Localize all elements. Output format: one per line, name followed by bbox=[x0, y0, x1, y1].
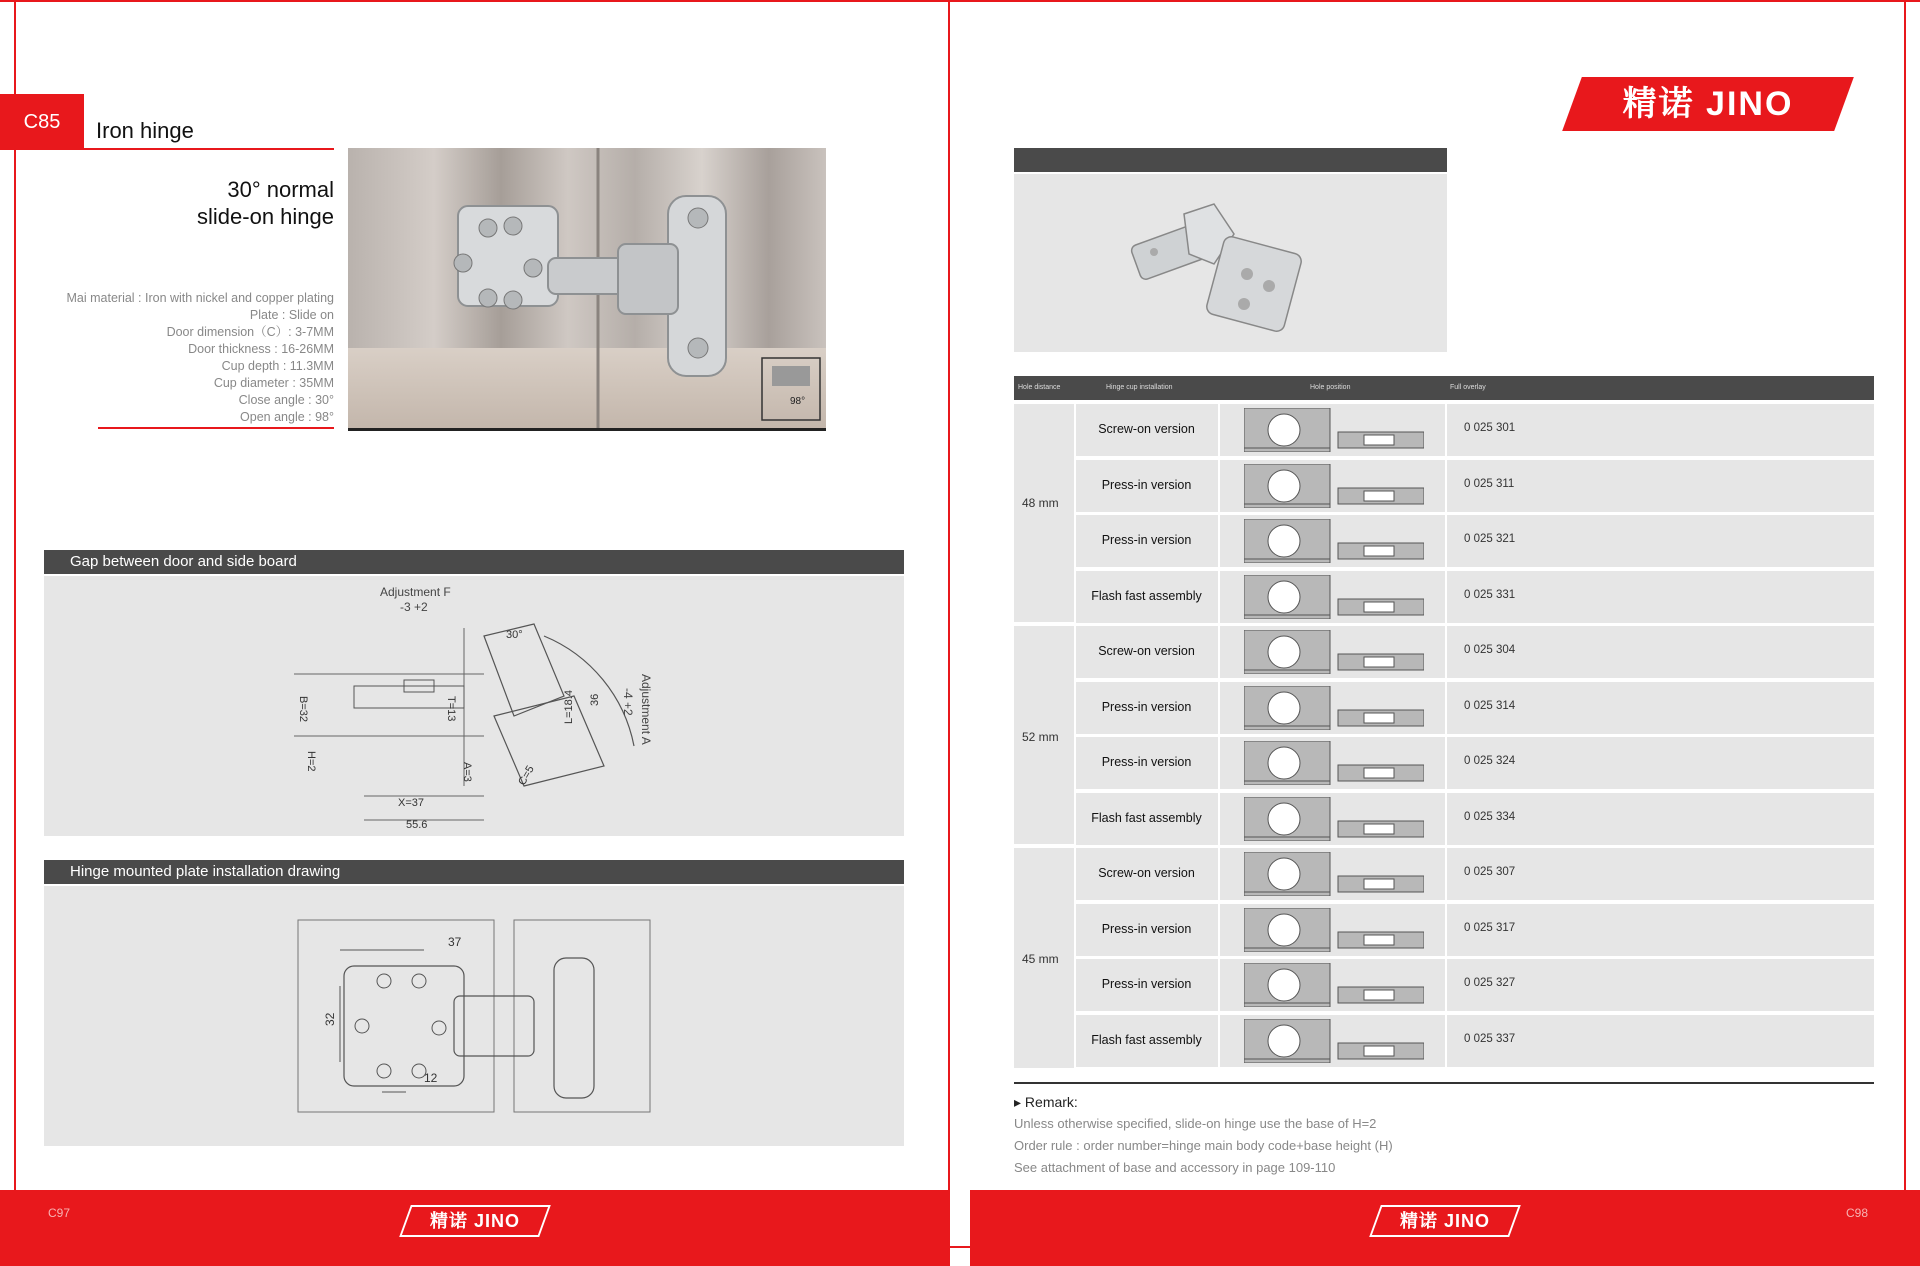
hole-distance-48: 48 mm bbox=[1022, 496, 1059, 510]
header-full-overlay: Full overlay bbox=[1450, 384, 1486, 391]
spec-item: Cup depth : 11.3MM bbox=[221, 359, 334, 373]
page-number-right: C98 bbox=[1846, 1206, 1869, 1220]
svg-text:Adjustment A: Adjustment A bbox=[639, 674, 653, 745]
order-code: 0 025 301 bbox=[1464, 422, 1516, 434]
order-code: 0 025 321 bbox=[1464, 533, 1516, 545]
hole-diagram-icon bbox=[1244, 408, 1424, 452]
page-border-right bbox=[1904, 0, 1906, 1266]
hole-position-diagram bbox=[1244, 852, 1424, 896]
spec-list bbox=[30, 290, 334, 426]
hole-distance-52: 52 mm bbox=[1022, 730, 1059, 744]
remark-line: See attachment of base and accessory in page 109-110 bbox=[1014, 1160, 1336, 1175]
cup-installation-label: Flash fast assembly bbox=[1091, 588, 1202, 603]
footer-logo-left: 精诺 JINO bbox=[429, 1211, 520, 1231]
cup-installation-label: Screw-on version bbox=[1098, 422, 1195, 436]
gap-diagram-icon bbox=[44, 576, 904, 836]
order-code: 0 025 317 bbox=[1464, 921, 1516, 934]
spec-item: Close angle : 30° bbox=[238, 393, 334, 407]
svg-text:T=13: T=13 bbox=[445, 696, 457, 722]
order-code: 0 025 324 bbox=[1464, 755, 1516, 767]
svg-text:30°: 30° bbox=[506, 629, 523, 641]
order-code: 0 025 311 bbox=[1464, 477, 1515, 490]
svg-text:98°: 98° bbox=[790, 396, 806, 407]
cup-installation-label: Press-in version bbox=[1101, 755, 1192, 769]
product-photo bbox=[348, 148, 826, 430]
product-image-panel bbox=[1014, 174, 1447, 352]
hole-position-diagram bbox=[1244, 963, 1424, 1007]
svg-text:32: 32 bbox=[323, 1012, 337, 1026]
order-code: 0 025 331 bbox=[1464, 588, 1516, 601]
order-code: 0 025 337 bbox=[1464, 1032, 1516, 1045]
hole-diagram-icon bbox=[1244, 741, 1424, 785]
hole-position-diagram bbox=[1244, 464, 1424, 508]
cup-installation-label: Press-in version bbox=[1101, 477, 1192, 492]
cup-installation-label: Screw-on version bbox=[1098, 644, 1195, 658]
hole-distance-45: 45 mm bbox=[1022, 952, 1059, 966]
hole-position-diagram bbox=[1244, 797, 1424, 841]
svg-text:36: 36 bbox=[589, 693, 601, 706]
remark-title-text: Remark: bbox=[1024, 1094, 1078, 1110]
photo-underline bbox=[348, 428, 826, 431]
spec-item: Door thickness : 16-26MM bbox=[188, 342, 334, 356]
remark-title: ▸ Remark: bbox=[1014, 1094, 1078, 1110]
svg-text:C=5: C=5 bbox=[516, 763, 537, 788]
hole-diagram-icon bbox=[1244, 464, 1424, 508]
hole-diagram-icon bbox=[1244, 630, 1424, 674]
svg-text:Adjustment F: Adjustment F bbox=[380, 585, 451, 599]
spec-item: Door dimension（C）: 3-7MM bbox=[166, 325, 334, 339]
hinge-product-icon bbox=[1014, 174, 1447, 352]
section-gap-header bbox=[44, 550, 904, 574]
hole-position-diagram bbox=[1244, 686, 1424, 730]
footer-gap-line bbox=[948, 1246, 970, 1248]
svg-text:H=2: H=2 bbox=[305, 751, 317, 772]
spec-item: Open angle : 98° bbox=[240, 410, 334, 424]
hole-diagram-icon bbox=[1244, 963, 1424, 1007]
spec-item: Mai material : Iron with nickel and copper plating bbox=[66, 291, 334, 305]
hole-diagram-icon bbox=[1244, 908, 1424, 952]
svg-text:-4 +2: -4 +2 bbox=[621, 688, 635, 716]
page-border-left bbox=[14, 0, 16, 1266]
mount-diagram-icon bbox=[44, 886, 904, 1146]
hole-diagram-icon bbox=[1244, 686, 1424, 730]
cup-installation-label: Press-in version bbox=[1101, 699, 1192, 714]
product-subtitle bbox=[120, 176, 334, 230]
cup-installation-label: Press-in version bbox=[1101, 977, 1192, 991]
svg-text:12: 12 bbox=[424, 1071, 438, 1085]
hole-diagram-icon bbox=[1244, 519, 1424, 563]
remark-line: Unless otherwise specified, slide-on hinge use the base of H=2 bbox=[1014, 1116, 1377, 1131]
svg-text:L=18.4: L=18.4 bbox=[563, 690, 575, 724]
svg-text:55.6: 55.6 bbox=[406, 819, 428, 831]
order-code: 0 025 314 bbox=[1464, 699, 1516, 712]
subtitle-line-2: slide-on hinge bbox=[197, 204, 334, 229]
hole-position-diagram bbox=[1244, 575, 1424, 619]
spec-item: Plate : Slide on bbox=[249, 308, 334, 322]
cup-installation-label: Press-in version bbox=[1101, 921, 1192, 936]
cup-installation-label: Press-in version bbox=[1101, 533, 1192, 547]
brand-logo: 精诺 JINO bbox=[1622, 85, 1794, 123]
section-gap-title: Gap between door and side board bbox=[70, 553, 297, 570]
header-hole-position: Hole position bbox=[1310, 384, 1351, 391]
mount-diagram-panel bbox=[44, 886, 904, 1146]
cup-installation-label: Screw-on version bbox=[1098, 866, 1195, 880]
gap-diagram-panel bbox=[44, 576, 904, 836]
hole-position-diagram bbox=[1244, 630, 1424, 674]
hole-position-diagram bbox=[1244, 408, 1424, 452]
hole-position-diagram bbox=[1244, 908, 1424, 952]
spec-divider bbox=[98, 427, 334, 429]
hole-position-diagram bbox=[1244, 1019, 1424, 1063]
hole-diagram-icon bbox=[1244, 852, 1424, 896]
svg-text:-3 +2: -3 +2 bbox=[400, 600, 428, 614]
hole-diagram-icon bbox=[1244, 575, 1424, 619]
group-cell bbox=[1014, 404, 1074, 622]
cup-installation-label: Flash fast assembly bbox=[1091, 810, 1202, 825]
subtitle-line-1: 30° normal bbox=[227, 177, 334, 202]
title-divider bbox=[84, 148, 334, 150]
header-cup-installation: Hinge cup installation bbox=[1106, 384, 1173, 391]
section-mount-title: Hinge mounted plate installation drawing bbox=[70, 863, 341, 880]
cup-installation-label: Flash fast assembly bbox=[1091, 1032, 1202, 1047]
order-code: 0 025 304 bbox=[1464, 644, 1516, 656]
svg-text:37: 37 bbox=[448, 935, 462, 949]
hole-diagram-icon bbox=[1244, 797, 1424, 841]
footer-logo-right: 精诺 JINO bbox=[1399, 1211, 1490, 1231]
remark-divider bbox=[1014, 1082, 1874, 1084]
order-code: 0 025 327 bbox=[1464, 977, 1516, 989]
hole-diagram-icon bbox=[1244, 1019, 1424, 1063]
hole-position-diagram bbox=[1244, 519, 1424, 563]
svg-text:X=37: X=37 bbox=[398, 797, 424, 809]
svg-text:B=32: B=32 bbox=[297, 696, 309, 722]
product-title: Iron hinge bbox=[96, 118, 194, 143]
page-border-middle bbox=[948, 0, 950, 1266]
spec-item: Cup diameter : 35MM bbox=[213, 376, 334, 390]
hole-position-diagram bbox=[1244, 741, 1424, 785]
page-border-top bbox=[0, 0, 1920, 2]
table-header bbox=[1014, 376, 1874, 400]
svg-text:A=3: A=3 bbox=[461, 762, 473, 782]
hinge-photo-icon bbox=[348, 148, 826, 430]
remark-line: Order rule : order number=hinge main body code+base height (H) bbox=[1014, 1138, 1393, 1153]
product-image-header bbox=[1014, 148, 1447, 172]
order-code: 0 025 334 bbox=[1464, 810, 1516, 823]
header-hole-distance: Hole distance bbox=[1018, 384, 1061, 391]
section-mount-header bbox=[44, 860, 904, 884]
product-code-badge: C85 bbox=[0, 94, 84, 150]
page-number-left: C97 bbox=[48, 1206, 71, 1220]
order-code: 0 025 307 bbox=[1464, 866, 1516, 878]
